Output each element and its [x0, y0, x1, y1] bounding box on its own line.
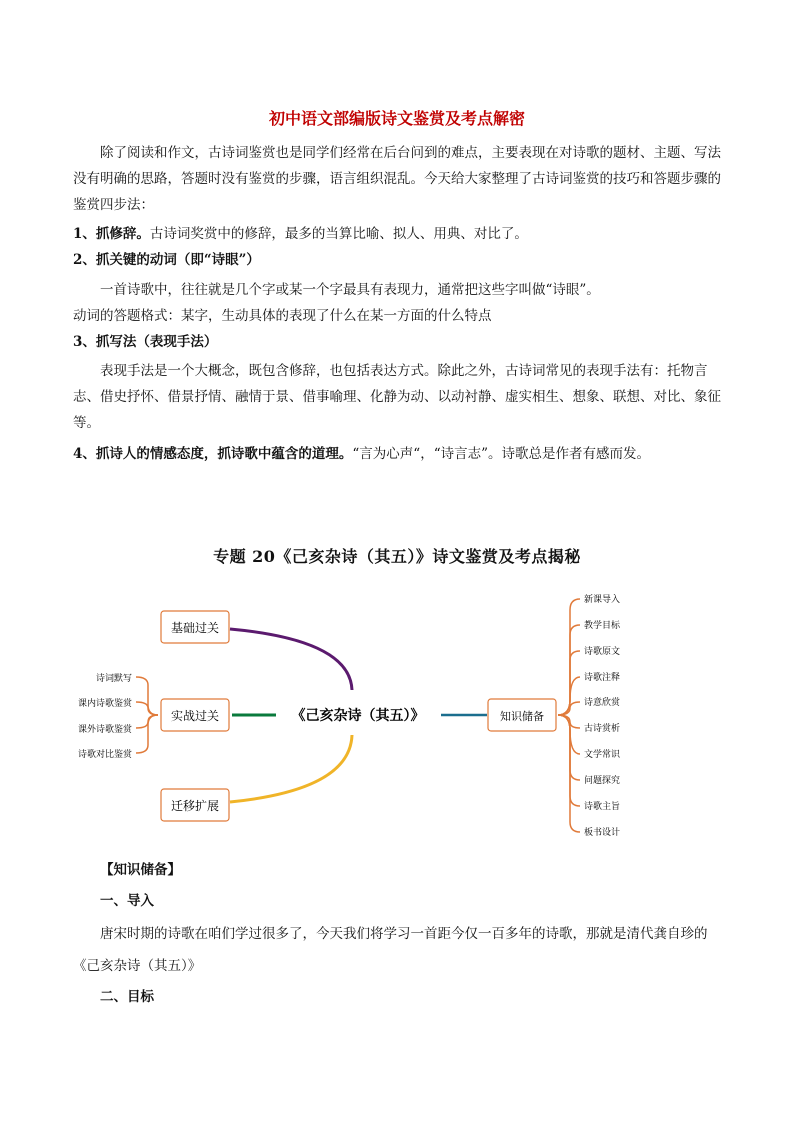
- practice-item: 课内诗歌鉴赏: [77, 699, 132, 709]
- method-1-heading: 1、抓修辞。: [73, 226, 150, 242]
- page-title: 初中语文部编版诗文鉴赏及考点解密: [268, 109, 525, 128]
- method-1: [73, 221, 725, 247]
- branch-line-transfer: [230, 735, 352, 802]
- practice-item: 诗词默写: [95, 674, 132, 684]
- method-2-text: 一首诗歌中，往往就是几个字或某一个字最具有表现力，通常把这些字叫做“诗眼”。: [100, 282, 600, 298]
- practice-item: 诗歌对比鉴赏: [77, 750, 132, 760]
- practice-brace-1: [136, 677, 158, 715]
- method-4-text: “言为心声“，“诗言志”。诗歌总是作者有感而发。: [352, 446, 651, 462]
- node-transfer: 迁移扩展: [170, 799, 220, 813]
- knowledge-item: 诗歌原文: [584, 647, 621, 657]
- knowledge-item: 问题探究: [584, 776, 621, 786]
- center-node: 《己亥杂诗（其五）》: [291, 708, 425, 724]
- topic-title: 专题 20《己亥杂诗（其五）》诗文鉴赏及考点揭秘: [213, 547, 581, 566]
- node-practice: 实战过关: [170, 709, 220, 723]
- knowledge-item: 板书设计: [584, 828, 621, 838]
- method-2-format: 动词的答题格式：某字，生动具体的表现了什么在某一方面的什么特点: [73, 308, 492, 324]
- practice-brace-3: [136, 715, 158, 728]
- method-2-heading: 2、抓关键的动词（即“诗眼”）: [73, 252, 260, 268]
- node-basic: 基础过关: [170, 621, 220, 635]
- knowledge-item: 文学常识: [584, 750, 621, 760]
- knowledge-item: 新课导入: [584, 595, 621, 605]
- method-4-heading: 4、抓诗人的情感态度，抓诗歌中蕴含的道理。: [73, 446, 353, 462]
- section-2-heading: 二、目标: [100, 989, 154, 1005]
- intro-paragraph: 除了阅读和作文，古诗词鉴赏也是同学们经常在后台问到的难点，主要表现在对诗歌的题材、主题、写法没有明确的思路，答题时没有鉴赏的步骤，语言组织混乱。今天给大家整理了古诗词鉴赏的技巧和答题步骤的鉴赏四步法：: [73, 145, 721, 213]
- method-3-text: 表现手法是一个大概念，既包含修辞，也包括表达方式。除此之外，古诗词常见的表现手法有：托物言志、借史抒怀、借景抒情、融情于景、借事喻理、化静为动、以动衬静、虚实相生、想象、联想、对比、象征等。: [73, 363, 721, 431]
- practice-brace-2: [136, 702, 158, 715]
- method-1-text: 古诗词奖赏中的修辞，最多的当算比喻、拟人、用典、对比了。: [149, 226, 528, 242]
- section-1-heading: 一、导入: [100, 893, 154, 909]
- mind-map: [0, 580, 794, 870]
- knowledge-item: 诗意欣赏: [584, 698, 621, 708]
- knowledge-item: 诗歌主旨: [584, 802, 621, 812]
- node-knowledge: 知识储备: [500, 710, 544, 723]
- branch-line-basic: [230, 629, 352, 690]
- practice-item: 课外诗歌鉴赏: [77, 725, 132, 735]
- knowledge-item: 古诗赏析: [584, 724, 621, 734]
- knowledge-item: 诗歌注释: [584, 673, 621, 683]
- method-3-heading: 3、抓写法（表现手法）: [73, 334, 218, 350]
- practice-brace-4: [136, 715, 158, 753]
- knowledge-braces: [558, 599, 580, 832]
- method-4: [73, 441, 725, 467]
- section-1-text: 唐宋时期的诗歌在咱们学过很多了，今天我们将学习一首距今仅一百多年的诗歌，那就是清代龚自珍的《己亥杂诗（其五）》: [73, 926, 708, 974]
- section-heading: 【知识储备】: [100, 862, 181, 878]
- knowledge-item: 教学目标: [584, 621, 621, 631]
